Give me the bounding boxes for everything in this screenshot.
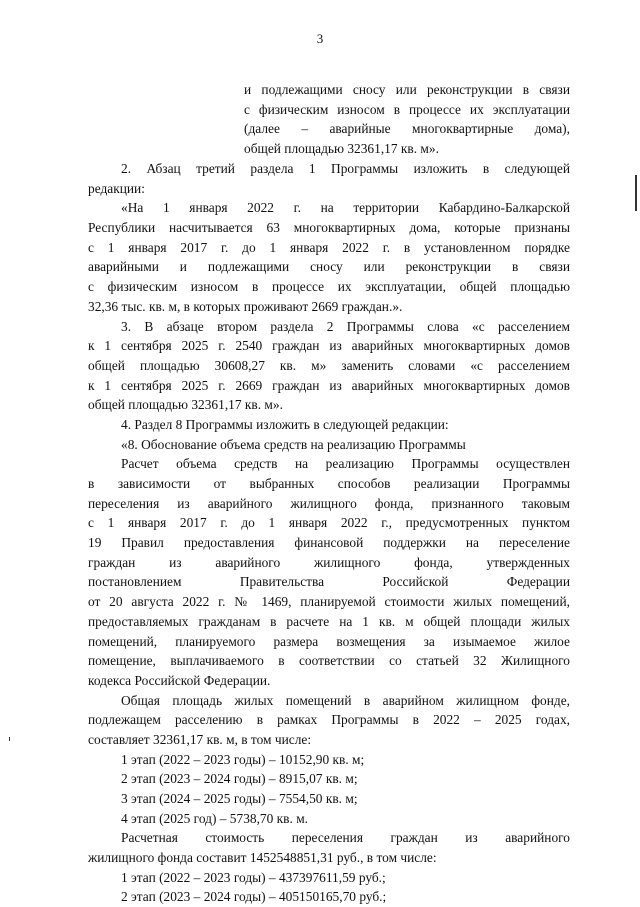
margin-mark — [9, 737, 10, 741]
text-line: от 20 августа 2022 г. № 1469, планируемой стоимости жилых помещений, — [88, 594, 570, 610]
text-line: Расчет объема средств на реализацию Программы осуществлен — [121, 456, 570, 472]
text-line: редакции: — [88, 180, 145, 196]
text-line: переселения из аварийного жилищного фонда, признанного таковым — [88, 495, 570, 511]
text-line: кодекса Российской Федерации. — [88, 672, 271, 688]
intro-line: и подлежащими сносу или реконструкции в связи — [244, 82, 570, 97]
text-line: 1 этап (2022 – 2023 годы) – 10152,90 кв. м; — [121, 751, 365, 767]
text-line: с физическим износом в процессе их эксплуатации, общей площадью — [88, 279, 570, 295]
text-line: подлежащем расселению в рамках Программы в 2022 – 2025 годах, — [88, 712, 570, 728]
text-line: Общая площадь жилых помещений в аварийном жилищном фонде, — [121, 692, 570, 708]
text-line: с 1 января 2017 г. до 1 января 2022 г. в установленном порядке — [88, 239, 570, 255]
text-line: 2. Абзац третий раздела 1 Программы изложить в следующей — [121, 161, 570, 176]
intro-block — [244, 80, 570, 159]
text-line: в зависимости от выбранных способов реализации Программы — [88, 476, 570, 491]
intro-line: (далее – аварийные многоквартирные дома), — [244, 121, 570, 137]
page-number: 3 — [316, 31, 324, 46]
text-line: Расчетная стоимость переселения граждан из аварийного — [121, 830, 570, 846]
text-line: 32,36 тыс. кв. м, в которых проживают 2669 граждан.». — [88, 298, 403, 314]
text-line: с 1 января 2017 г. до 1 января 2022 г., предусмотренных пунктом — [88, 515, 570, 531]
text-line: аварийными и подлежащими сносу или реконструкции в связи — [88, 259, 570, 275]
text-line: 19 Правил предоставления финансовой поддержки на переселение — [88, 535, 570, 551]
text-line: Республики насчитывается 63 многоквартирных дома, которые признаны — [88, 220, 570, 236]
text-line: 2 этап (2023 – 2024 годы) – 8915,07 кв. м; — [121, 771, 358, 787]
text-line: 3. В абзаце втором раздела 2 Программы слова «с расселением — [121, 318, 570, 334]
text-line: общей площадью 32361,17 кв. м». — [88, 397, 283, 413]
text-line: общей площадью 30608,27 кв. м» заменить словами «с расселением — [88, 357, 570, 373]
text-line: помещение, выплачиваемого в соответствии со статьей 32 Жилищного — [88, 653, 570, 669]
text-line: «8. Обоснование объема средств на реализацию Программы — [121, 436, 466, 452]
text-line: 4 этап (2025 год) – 5738,70 кв. м. — [121, 810, 309, 826]
text-line: 1 этап (2022 – 2023 годы) – 437397611,59 руб.; — [121, 869, 386, 885]
body-text — [88, 159, 570, 907]
text-line: постановлением Правительства Российской Федерации — [88, 574, 570, 590]
text-line: к 1 сентября 2025 г. 2669 граждан из аварийных многоквартирных домов — [88, 377, 570, 393]
text-line: составляет 32361,17 кв. м, в том числе: — [88, 731, 312, 747]
text-line: помещений, планируемого размера возмещения за изымаемое жилое — [88, 633, 570, 649]
text-line: граждан из аварийного жилищного фонда, утвержденных — [88, 554, 570, 570]
text-line: жилищного фонда составит 1452548851,31 руб., в том числе: — [88, 850, 437, 866]
text-line: предоставляемых гражданам в расчете на 1 кв. м общей площади жилых — [88, 613, 570, 629]
text-line: 3 этап (2024 – 2025 годы) – 7554,50 кв. м; — [121, 791, 358, 806]
text-line: к 1 сентября 2025 г. 2540 граждан из аварийных многоквартирных домов — [88, 338, 570, 354]
text-line: «На 1 января 2022 г. на территории Кабардино-Балкарской — [121, 200, 570, 216]
text-line: 4. Раздел 8 Программы изложить в следующей редакции: — [121, 416, 449, 432]
intro-line: с физическим износом в процессе их эксплуатации — [244, 101, 570, 117]
margin-mark — [635, 175, 637, 211]
text-line: 2 этап (2023 – 2024 годы) – 405150165,70 руб.; — [121, 889, 387, 905]
intro-line: общей площадью 32361,17 кв. м». — [244, 141, 439, 157]
